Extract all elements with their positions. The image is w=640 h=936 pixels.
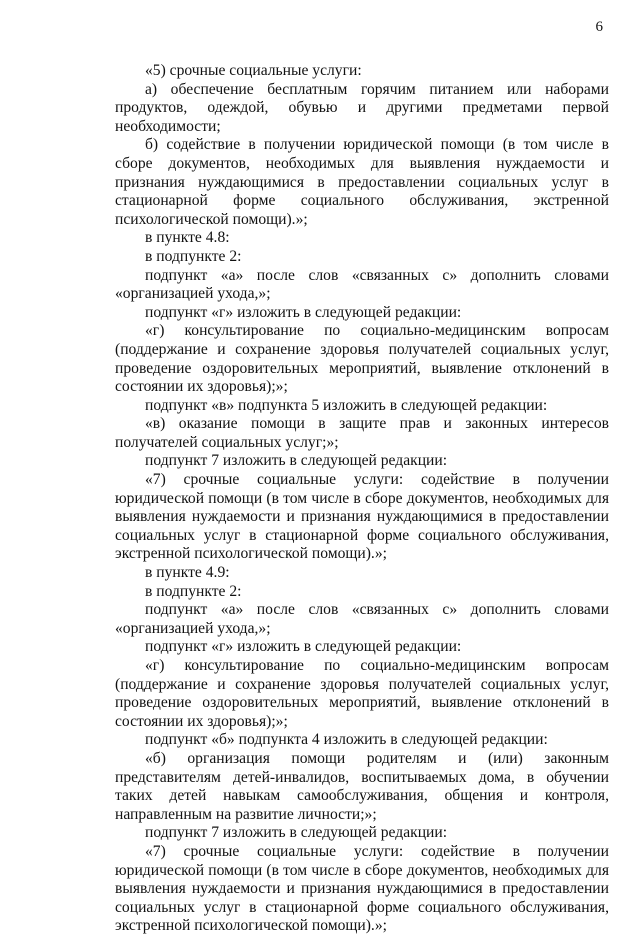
document-body bbox=[115, 62, 609, 936]
paragraph: «в) оказание помощи в защите прав и законных интересов получателей социальных услуг;»; bbox=[115, 415, 609, 451]
paragraph: подпункт 7 изложить в следующей редакции: bbox=[145, 824, 448, 842]
paragraph: «7) срочные социальные услуги: содействие в получении юридической помощи (в том числе в сборе документов, необходимых для выявления нуждаемости и признания нуждающимися в предоставлении социальных услуг в стационарной форме социального обслуживания, экстренной психологической помощи).»; bbox=[115, 842, 609, 935]
paragraph: а) обеспечение бесплатным горячим питанием или наборами продуктов, одеждой, обувью и другими предметами первой необходимости; bbox=[115, 80, 609, 135]
paragraph: «г) консультирование по социально-медицинским вопросам (поддержание и сохранение здоровья получателей социальных услуг, проведение оздоровительных мероприятий, выявление отклонений в состоянии их здоровья);»; bbox=[115, 657, 609, 730]
paragraph: в пункте 4.8: bbox=[145, 229, 230, 247]
paragraph: подпункт 7 изложить в следующей редакции: bbox=[145, 452, 448, 470]
paragraph: б) содействие в получении юридической помощи (в том числе в сборе документов, необходимых для выявления нуждаемости и признания нуждающимися в предоставлении социальных услуг в стационарной форме социального обслуживания, экстренной психологической помощи).»; bbox=[115, 136, 609, 228]
paragraph: в подпункте 2: bbox=[145, 582, 242, 600]
paragraph: подпункт «а» после слов «связанных с» дополнить словами «организацией ухода,»; bbox=[115, 601, 609, 637]
page-number: 6 bbox=[595, 19, 603, 35]
paragraph: «б) организация помощи родителям и (или) законным представителям детей-инвалидов, воспитываемых дома, в обучении таких детей навыкам самообслуживания, общения и контроля, направленным на развитие личности;»; bbox=[115, 749, 609, 823]
paragraph: подпункт «г» изложить в следующей редакции: bbox=[145, 303, 462, 321]
paragraph: подпункт «г» изложить в следующей редакции: bbox=[145, 638, 462, 656]
paragraph: «5) срочные социальные услуги: bbox=[145, 62, 362, 79]
paragraph: подпункт «а» после слов «связанных с» дополнить словами «организацией ухода,»; bbox=[115, 266, 609, 303]
paragraph: «г) консультирование по социально-медицинским вопросам (поддержание и сохранение здоровья получателей социальных услуг, проведение оздоровительных мероприятий, выявление отклонений в состоянии их здоровья);»; bbox=[115, 322, 609, 396]
paragraph: в пункте 4.9: bbox=[145, 564, 230, 582]
paragraph: подпункт «б» подпункта 4 изложить в следующей редакции: bbox=[145, 731, 548, 749]
paragraph: подпункт «в» подпункта 5 изложить в следующей редакции: bbox=[145, 396, 548, 414]
paragraph: в подпункте 2: bbox=[145, 247, 242, 265]
paragraph: «7) срочные социальные услуги: содействие в получении юридической помощи (в том числе в сборе документов, необходимых для выявления нуждаемости и признания нуждающимися в предоставлении социальных услуг в стационарной форме социального обслуживания, экстренной психологической помощи).»; bbox=[115, 471, 609, 563]
